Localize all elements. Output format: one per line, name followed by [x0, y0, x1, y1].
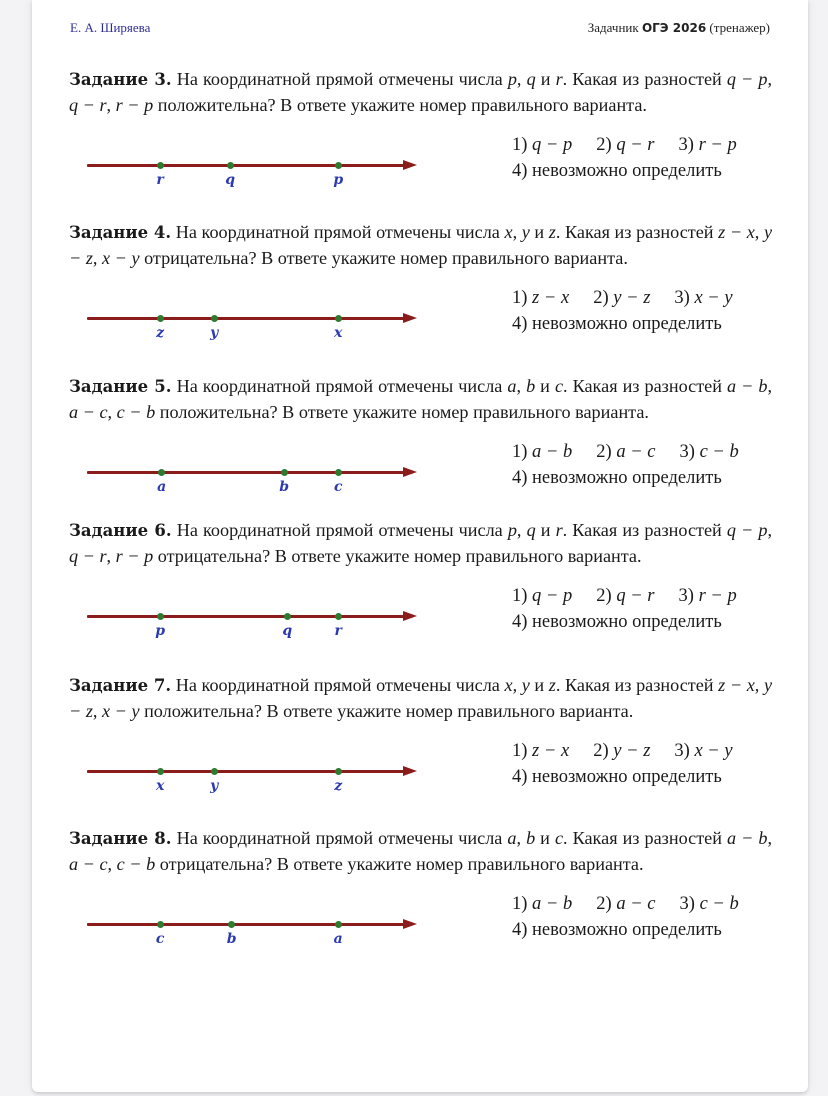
title-bold: ОГЭ 2026 [641, 21, 707, 35]
number-line [87, 154, 419, 194]
number-line [87, 307, 419, 347]
var: x [504, 675, 513, 695]
author-name: Е. А. Ширяева [70, 20, 151, 35]
point-marker [335, 315, 342, 322]
sign-word: положительна [157, 94, 268, 115]
options-row [512, 135, 782, 161]
task-number: Задание 6. [69, 521, 172, 540]
point-marker [228, 921, 235, 928]
answer-option[interactable]: 3) x − y [674, 288, 733, 308]
question-tail: ? В ответе укажите номер правильного варианта. [248, 247, 628, 268]
task-number: Задание 7. [69, 676, 172, 695]
var: a [507, 376, 517, 396]
answer-option[interactable]: 1) q − p [512, 586, 573, 606]
sign-word: отрицательна [157, 545, 263, 566]
question-tail: ? В ответе укажите номер правильного варианта. [264, 853, 644, 874]
task-text: Задание 5. На координатной прямой отмечены числа a, b и c. Какая из разностей a − b, a − c, c − b положительна? В ответе укажите номер правильного варианта. [69, 376, 773, 422]
answer-option[interactable]: 3) r − p [678, 135, 737, 155]
option-expression: c − b [699, 442, 739, 462]
answer-options [512, 741, 782, 793]
task-text: Задание 7. На координатной прямой отмечены числа x, y и z. Какая из разностей z − x, y − z, x − y положительна? В ответе укажите номер правильного варианта. [69, 675, 773, 721]
option-expression: a − c [616, 442, 656, 462]
task-number: Задание 3. [69, 70, 172, 89]
answer-option[interactable]: 4) невозможно определить [512, 612, 722, 632]
answer-option[interactable]: 1) z − x [512, 288, 570, 308]
answer-options [512, 442, 782, 494]
point-label: r [334, 623, 342, 639]
difference: z − x [718, 675, 755, 695]
task-text: Задание 3. На координатной прямой отмечены числа p, q и r. Какая из разностей q − p, q − r, r − p положительна? В ответе укажите номер правильного варианта. [69, 69, 773, 115]
var: a [507, 828, 517, 848]
point-label: a [157, 479, 167, 495]
task-block [69, 67, 772, 207]
question-tail: ? В ответе укажите номер правильного варианта. [253, 700, 634, 721]
task-text: Задание 6. На координатной прямой отмечены числа p, q и r. Какая из разностей q − p, q − r, r − p отрицательна? В ответе укажите номер правильного варианта. [69, 520, 773, 566]
difference: c − b [116, 853, 156, 874]
var: y [521, 222, 530, 242]
task-block [69, 518, 772, 658]
answer-option[interactable]: 4) невозможно определить [512, 161, 722, 181]
var: r [555, 520, 563, 540]
title-prefix: Задачник [587, 20, 639, 35]
point-marker [157, 921, 164, 928]
point-marker [335, 921, 342, 928]
question-tail: ? В ответе укажите номер правильного варианта. [267, 94, 647, 115]
difference: q − r [69, 545, 107, 566]
var: q [526, 520, 536, 540]
task-block [69, 826, 772, 966]
task-intro: На координатной прямой отмечены числа [171, 828, 508, 848]
axis-line [87, 164, 405, 167]
number-line [87, 913, 419, 953]
option-expression: q − r [616, 586, 655, 606]
axis-arrow-icon [403, 919, 417, 929]
point-label: x [334, 325, 343, 341]
task-number: Задание 8. [69, 829, 172, 848]
difference: x − y [102, 247, 140, 268]
var: b [526, 828, 536, 848]
point-label: b [279, 479, 290, 495]
option-expression: z − x [532, 741, 570, 761]
answer-option[interactable]: 1) z − x [512, 741, 570, 761]
question-lead: Какая из разностей [564, 222, 719, 242]
answer-option[interactable]: 1) a − b [512, 894, 573, 914]
task-intro: На координатной прямой отмечены числа [171, 69, 508, 89]
axis-arrow-icon [403, 313, 417, 323]
number-line [87, 461, 419, 501]
task-text: Задание 8. На координатной прямой отмечены числа a, b и c. Какая из разностей a − b, a − c, c − b отрицательна? В ответе укажите номер правильного варианта. [69, 828, 773, 874]
answer-options [512, 894, 782, 946]
point-marker [157, 162, 164, 169]
difference: a − c [69, 401, 108, 422]
difference: q − p [726, 520, 768, 540]
number-line [87, 760, 419, 800]
option-expression: c − b [699, 894, 739, 914]
point-label: q [225, 172, 235, 188]
point-marker [335, 162, 342, 169]
option-expression: a − b [532, 442, 573, 462]
answer-option[interactable]: 2) y − z [593, 741, 651, 761]
task-intro: На координатной прямой отмечены числа [171, 675, 505, 695]
axis-line [87, 471, 405, 474]
answer-option[interactable]: 3) c − b [679, 894, 739, 914]
options-row [512, 586, 782, 612]
answer-options [512, 288, 782, 340]
point-marker [335, 469, 342, 476]
point-marker [284, 613, 291, 620]
answer-option[interactable]: 3) c − b [679, 442, 739, 462]
task-block [69, 374, 772, 514]
answer-option[interactable]: 4) невозможно определить [512, 920, 722, 940]
axis-line [87, 923, 405, 926]
difference: y − z [69, 222, 773, 268]
answer-option[interactable]: 2) q − r [596, 135, 655, 155]
point-label: c [155, 931, 165, 947]
var: r [555, 69, 563, 89]
number-line [87, 605, 419, 645]
question-tail: ? В ответе укажите номер правильного варианта. [262, 545, 642, 566]
difference: a − c [69, 853, 108, 874]
task-block [69, 673, 772, 813]
task-intro: На координатной прямой отмечены числа [171, 520, 508, 540]
answer-option[interactable]: 2) q − r [596, 586, 655, 606]
task-number: Задание 4. [69, 223, 172, 242]
answer-option[interactable]: 4) невозможно определить [512, 314, 722, 334]
axis-line [87, 770, 405, 773]
point-label: c [333, 479, 343, 495]
answer-option[interactable]: 2) a − c [596, 894, 656, 914]
point-marker [158, 469, 165, 476]
axis-line [87, 615, 405, 618]
answer-option[interactable]: 3) x − y [674, 741, 733, 761]
axis-arrow-icon [403, 160, 417, 170]
question-tail: ? В ответе укажите номер правильного варианта. [269, 401, 649, 422]
answer-options [512, 135, 782, 187]
difference: r − p [115, 94, 154, 115]
point-marker [157, 315, 164, 322]
point-label: p [155, 623, 166, 639]
option-expression: q − p [532, 135, 573, 155]
axis-arrow-icon [403, 467, 417, 477]
difference: a − b [727, 376, 768, 396]
answer-option[interactable]: 4) невозможно определить [512, 468, 722, 488]
task-number: Задание 5. [69, 377, 172, 396]
task-text: Задание 4. На координатной прямой отмечены числа x, y и z. Какая из разностей z − x, y − z, x − y отрицательна? В ответе укажите номер правильного варианта. [69, 222, 773, 268]
option-expression: y − z [613, 741, 651, 761]
point-marker [211, 768, 218, 775]
point-label: q [282, 623, 293, 639]
question-lead: Какая из разностей [572, 69, 727, 89]
options-row [512, 741, 782, 767]
point-label: y [210, 325, 219, 341]
var: p [507, 520, 517, 540]
var: y [521, 675, 530, 695]
point-marker [281, 469, 288, 476]
answer-options [512, 586, 782, 638]
option-expression: a − c [616, 894, 656, 914]
option-expression: x − y [694, 288, 733, 308]
var: z [548, 222, 556, 242]
point-label: z [334, 778, 343, 794]
option-expression: q − p [532, 586, 573, 606]
option-expression: r − p [698, 135, 737, 155]
options-row [512, 894, 782, 920]
answer-option[interactable]: 3) r − p [678, 586, 737, 606]
difference: y − z [69, 675, 773, 721]
var: p [507, 69, 517, 89]
var: q [526, 69, 536, 89]
answer-option[interactable]: 2) y − z [593, 288, 651, 308]
option-expression: y − z [613, 288, 651, 308]
option-expression: z − x [532, 288, 570, 308]
answer-option[interactable]: 4) невозможно определить [512, 767, 722, 787]
page-header [32, 20, 808, 38]
point-label: z [156, 325, 165, 341]
page-sheet [32, 0, 808, 1092]
axis-line [87, 317, 405, 320]
option-expression: r − p [698, 586, 737, 606]
difference: a − b [727, 828, 768, 848]
task-intro: На координатной прямой отмечены числа [171, 376, 508, 396]
difference: q − r [69, 94, 107, 115]
sign-word: положительна [159, 401, 270, 422]
question-lead: Какая из разностей [564, 675, 719, 695]
options-row [512, 442, 782, 468]
option-expression: x − y [694, 741, 733, 761]
option-expression: a − b [532, 894, 573, 914]
book-title [588, 20, 770, 36]
options-row [512, 288, 782, 314]
question-lead: Какая из разностей [572, 828, 727, 848]
answer-option[interactable]: 1) q − p [512, 135, 573, 155]
difference: q − p [726, 69, 768, 89]
var: c [554, 376, 564, 396]
task-block [69, 220, 772, 360]
point-marker [157, 768, 164, 775]
axis-arrow-icon [403, 611, 417, 621]
point-marker [157, 613, 164, 620]
difference: r − p [115, 545, 154, 566]
answer-option[interactable]: 2) a − c [596, 442, 656, 462]
var: x [504, 222, 513, 242]
point-marker [227, 162, 234, 169]
var: z [548, 675, 556, 695]
point-label: y [210, 778, 219, 794]
sign-word: отрицательна [159, 853, 265, 874]
option-expression: q − r [616, 135, 655, 155]
task-intro: На координатной прямой отмечены числа [171, 222, 505, 242]
question-lead: Какая из разностей [572, 520, 727, 540]
point-label: a [333, 931, 343, 947]
difference: x − y [102, 700, 140, 721]
point-label: b [226, 931, 237, 947]
point-label: r [156, 172, 164, 188]
title-suffix: (тренажер) [709, 20, 770, 35]
difference: c − b [116, 401, 156, 422]
difference: z − x [718, 222, 755, 242]
answer-option[interactable]: 1) a − b [512, 442, 573, 462]
point-marker [211, 315, 218, 322]
point-marker [335, 768, 342, 775]
var: c [554, 828, 564, 848]
axis-arrow-icon [403, 766, 417, 776]
question-lead: Какая из разностей [572, 376, 727, 396]
point-marker [335, 613, 342, 620]
var: b [526, 376, 536, 396]
point-label: x [155, 778, 165, 794]
point-label: p [333, 172, 344, 188]
sign-word: положительна [144, 700, 254, 721]
sign-word: отрицательна [144, 247, 249, 268]
